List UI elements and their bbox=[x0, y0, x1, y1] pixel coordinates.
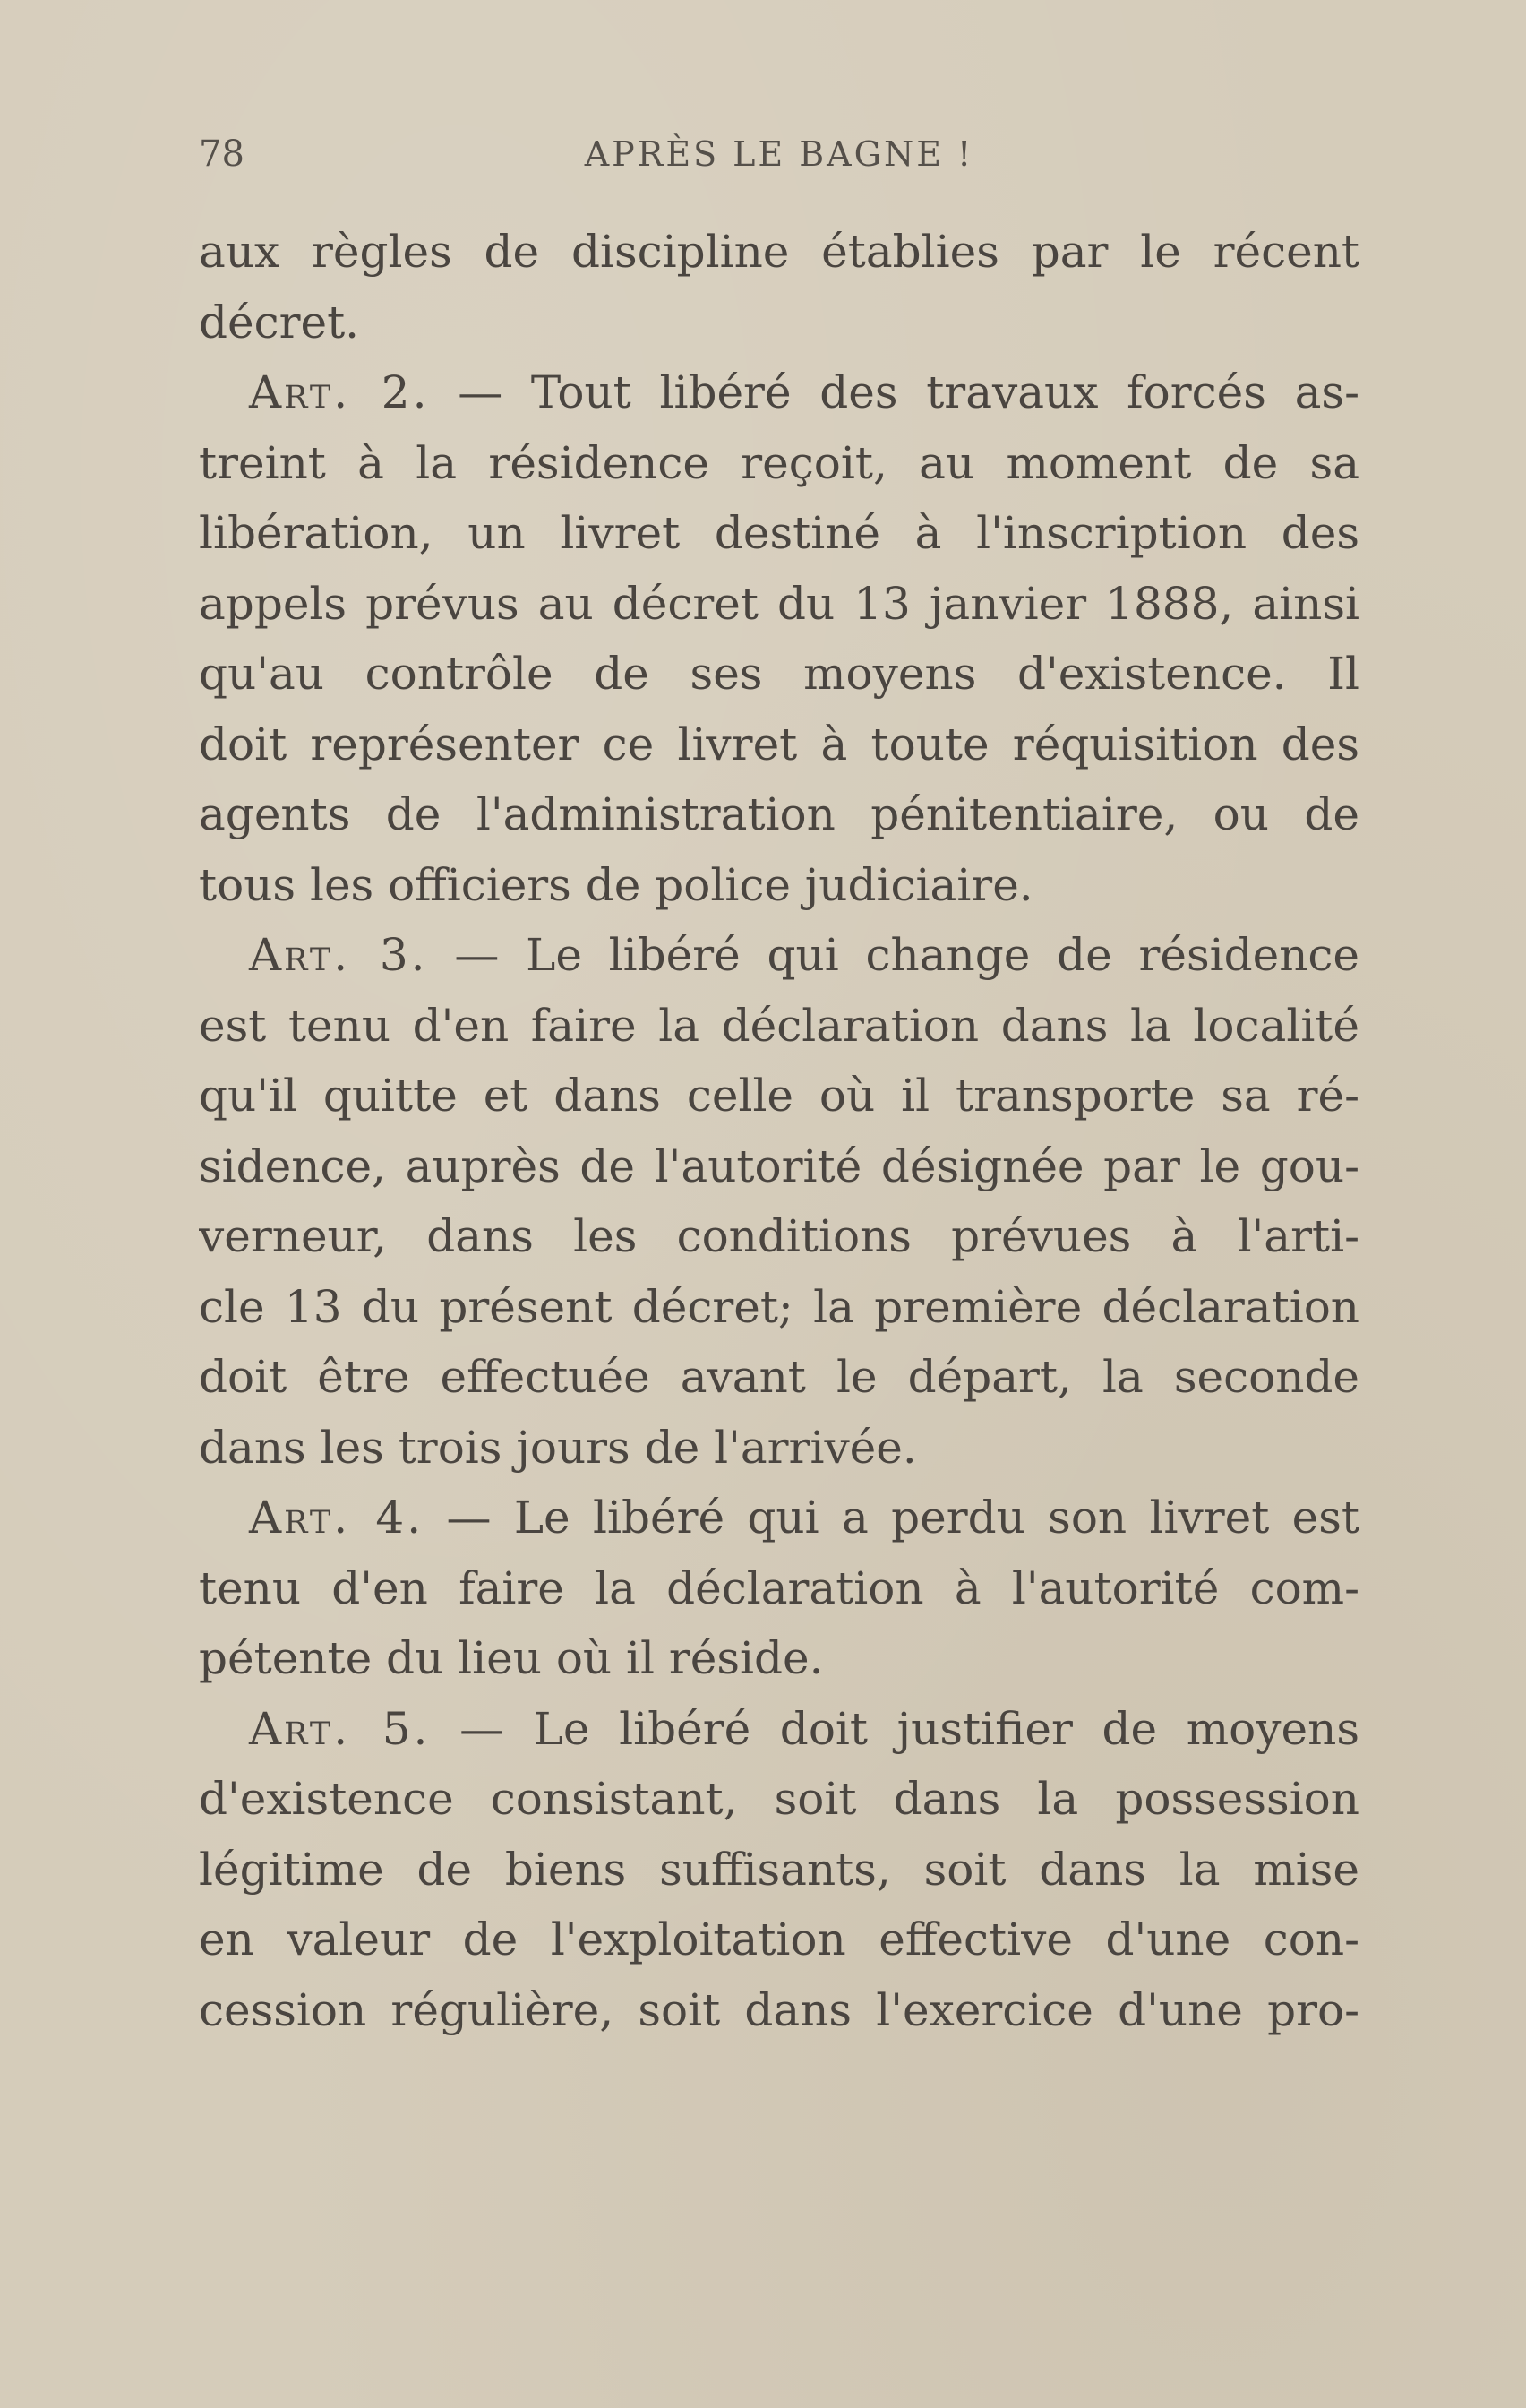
article-label: Art. 3. bbox=[249, 929, 428, 981]
text-line: doit être effectuée avant le départ, la seconde bbox=[199, 1351, 1359, 1403]
text-line: est tenu d'en faire la déclaration dans la localité bbox=[199, 999, 1359, 1052]
text-line: qu'il quitte et dans celle où il transporte sa ré- bbox=[199, 1070, 1359, 1122]
body-text bbox=[199, 217, 1359, 2045]
article-3-line bbox=[199, 920, 1359, 991]
text-line: cession régulière, soit dans l'exercice d'une pro- bbox=[199, 1983, 1359, 2036]
text-line: aux règles de discipline établies par le récent bbox=[199, 226, 1359, 278]
text-line: sidence, auprès de l'autorité désignée par le gou- bbox=[199, 1140, 1359, 1192]
text-line: décret. bbox=[199, 296, 360, 348]
text-segment: — Le libéré doit justifier de moyens bbox=[459, 1702, 1359, 1755]
article-label: Art. 4. bbox=[249, 1492, 424, 1544]
text-line: verneur, dans les conditions prévues à l'arti- bbox=[199, 1210, 1359, 1262]
article-label: Art. 2. bbox=[249, 366, 430, 418]
text-line: d'existence consistant, soit dans la possession bbox=[199, 1773, 1359, 1825]
text-line: doit représenter ce livret à toute réquisition des bbox=[199, 718, 1359, 770]
text-line: qu'au contrôle de ses moyens d'existence. Il bbox=[199, 648, 1359, 700]
text-line: appels prévus au décret du 13 janvier 1888, ainsi bbox=[199, 577, 1359, 630]
text-line: cle 13 du présent décret; la première déclaration bbox=[199, 1280, 1359, 1333]
article-4-line bbox=[199, 1483, 1359, 1553]
page-header bbox=[199, 127, 1359, 181]
running-title: APRÈS LE BAGNE ! bbox=[584, 134, 974, 174]
text-segment: — Tout libéré des travaux forcés as- bbox=[458, 366, 1359, 418]
text-line: légitime de biens suffisants, soit dans la mise bbox=[199, 1843, 1359, 1896]
article-2-line bbox=[199, 357, 1359, 428]
text-line: tous les officiers de police judiciaire. bbox=[199, 858, 1033, 911]
text-line: agents de l'administration pénitentiaire, ou de bbox=[199, 788, 1359, 840]
article-label: Art. 5. bbox=[249, 1702, 431, 1755]
text-segment: — Le libéré qui change de résidence bbox=[454, 929, 1359, 981]
text-segment: — Le libéré qui a perdu son livret est bbox=[446, 1492, 1359, 1544]
text-line: tenu d'en faire la déclaration à l'autorité com- bbox=[199, 1561, 1359, 1614]
text-line: en valeur de l'exploitation effective d'une con- bbox=[199, 1914, 1359, 1965]
page-number: 78 bbox=[199, 133, 244, 175]
text-line: treint à la résidence reçoit, au moment de sa bbox=[199, 436, 1359, 489]
article-5-line bbox=[199, 1694, 1359, 1765]
text-line: dans les trois jours de l'arrivée. bbox=[199, 1421, 917, 1474]
text-line: pétente du lieu où il réside. bbox=[199, 1632, 824, 1684]
text-line: libération, un livret destiné à l'inscription des bbox=[199, 507, 1359, 559]
